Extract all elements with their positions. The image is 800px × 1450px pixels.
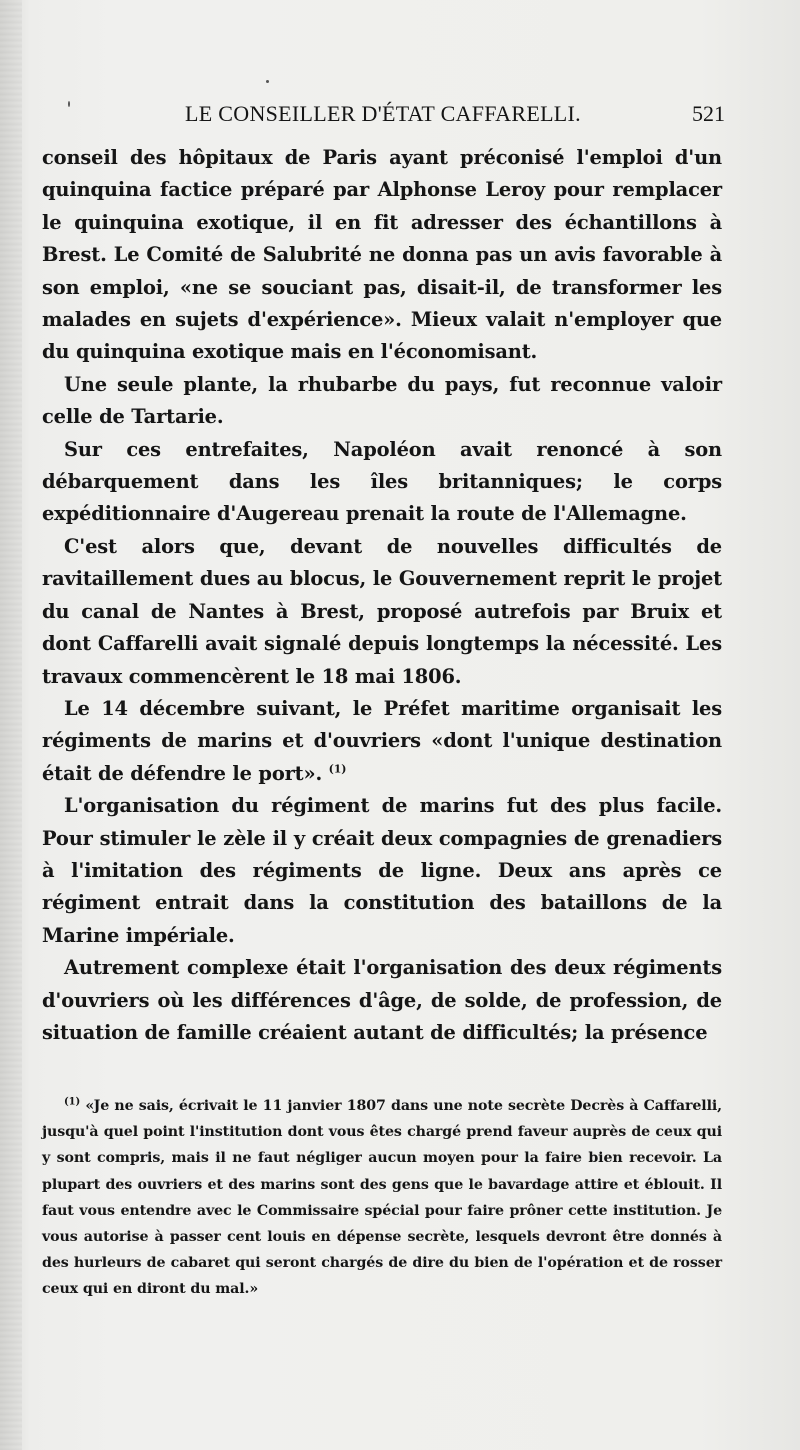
paragraph: Sur ces entrefaites, Napoléon avait renoncé à son débarquement dans les îles britanniques; le corps expéditionnaire d'Augereau prenait la route de l'Allemagne. <box>42 437 722 526</box>
footnote-paragraph <box>42 1093 722 1303</box>
paragraph: C'est alors que, devant de nouvelles difficultés de ravitaillement dues au blocus, le Gouvernement reprit le projet du canal de Nantes à Brest, proposé autrefois par Bruix et dont Caffarelli avait signalé depuis longtemps la nécessité. Les travaux commencèrent le 18 mai 1806. <box>42 534 722 688</box>
paragraph: conseil des hôpitaux de Paris ayant préconisé l'emploi d'un quinquina factice préparé par Alphonse Leroy pour remplacer le quinquina exotique, il en fit adresser des échantillons à Brest. Le Comité de Salubrité ne donna pas un avis favorable à son emploi, «ne se souciant pas, disait-il, de transformer les malades en sujets d'expérience». Mieux valait n'employer que du quinquina exotique mais en l'économisant. <box>42 146 722 364</box>
paragraph <box>42 693 722 790</box>
running-title: LE CONSEILLER D'ÉTAT CAFFARELLI. <box>185 101 581 126</box>
paragraph-text: Le 14 décembre suivant, le Préfet maritime organisait les régiments de marins et d'ouvriers «dont l'unique destination était de défendre le port». <box>42 696 722 785</box>
footnote <box>42 1093 722 1303</box>
ink-speck <box>266 80 269 83</box>
page-header <box>185 96 725 132</box>
paragraph: Une seule plante, la rhubarbe du pays, fut reconnue valoir celle de Tartarie. <box>42 372 722 429</box>
body-text <box>42 142 722 1049</box>
paragraph: Autrement complexe était l'organisation des deux régiments d'ouvriers où les différences d'âge, de solde, de profession, de situation de famille créaient autant de difficultés; la présence <box>42 956 722 1044</box>
page-number: 521 <box>692 101 725 126</box>
ink-speck <box>68 101 70 107</box>
footnote-text: «Je ne sais, écrivait le 11 janvier 1807 dans une note secrète Decrès à Caffarelli, jusqu'à quel point l'institution dont vous êtes chargé prend faveur auprès de ceux qui y sont compris, mais il ne faut négliger aucun moyen pour la faire bien recevoir. La plupart des ouvriers et des marins sont des gens que le bavardage attire et éblouit. Il faut vous entendre avec le Commissaire spécial pour faire prôner cette institution. Je vous autorise à passer cent louis en dépense secrète, lesquels devront être donnés à des hurleurs de cabaret qui seront chargés de dire du bien de l'opération et de rosser ceux qui en diront du mal.» <box>42 1098 722 1298</box>
paragraph: L'organisation du régiment de marins fut des plus facile. Pour stimuler le zèle il y créait deux compagnies de grenadiers à l'imitation des régiments de ligne. Deux ans après ce régiment entrait dans la constitution des bataillons de la Marine impériale. <box>42 794 722 947</box>
binding-gutter <box>0 0 22 1450</box>
footnote-mark: (1) <box>64 1096 81 1108</box>
footnote-reference: (1) <box>328 762 347 776</box>
